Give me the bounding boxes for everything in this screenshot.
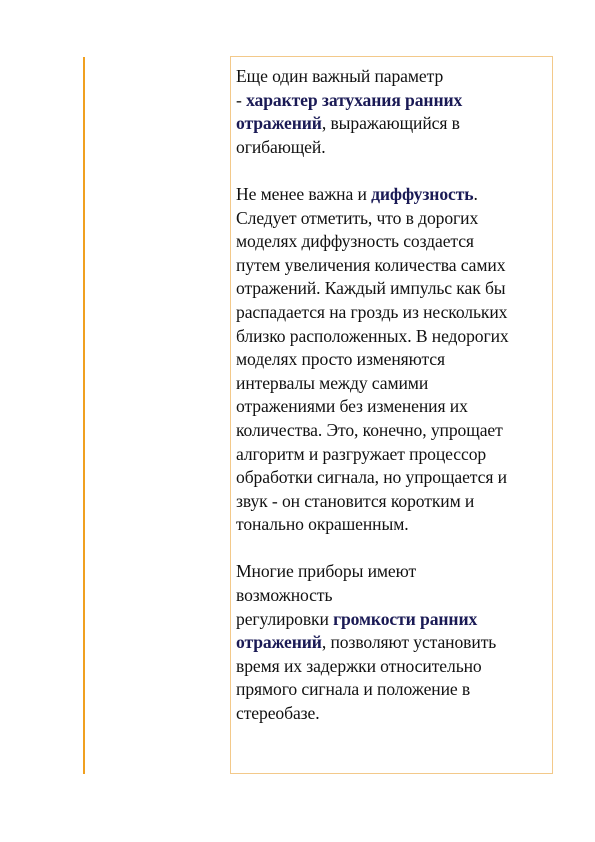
- text-run: .: [473, 183, 478, 204]
- text-line: [236, 513, 548, 537]
- text-run: , выражающийся в: [321, 113, 460, 134]
- text-line: [236, 65, 548, 89]
- text-run: звук - он становится коротким и: [236, 490, 475, 511]
- text-line: [236, 112, 548, 136]
- text-line: [236, 277, 548, 301]
- text-line: [236, 207, 548, 231]
- text-line: [236, 655, 548, 679]
- text-line: [236, 490, 548, 514]
- paragraph-envelope: [236, 65, 548, 159]
- text-run: Не менее важна и: [236, 183, 372, 204]
- text-line: [236, 631, 548, 655]
- text-run: Еще один важный параметр: [236, 66, 444, 86]
- text-line: [236, 372, 548, 396]
- text-run: тонально окрашенным.: [236, 514, 409, 535]
- text-line: [236, 89, 548, 113]
- paragraph-early-reflections-level: [236, 560, 548, 725]
- text-line: [236, 183, 548, 207]
- text-line: [236, 254, 548, 278]
- emphasized-term: отражений: [236, 632, 322, 653]
- text-run: обработки сигнала, но упрощается и: [236, 467, 507, 488]
- text-run: огибающей.: [236, 136, 326, 157]
- text-line: [236, 230, 548, 254]
- text-run: время их задержки относительно: [236, 655, 482, 676]
- text-run: близко расположенных. В недорогих: [236, 325, 509, 346]
- text-line: [236, 560, 548, 584]
- text-line: [236, 301, 548, 325]
- emphasized-term: характер затухания ранних: [246, 89, 463, 110]
- text-line: [236, 419, 548, 443]
- text-line: [236, 395, 548, 419]
- text-line: [236, 608, 548, 632]
- text-line: [236, 443, 548, 467]
- emphasized-term: отражений: [236, 113, 322, 134]
- text-line: [236, 348, 548, 372]
- text-run: , позволяют установить: [321, 632, 497, 653]
- text-run: -: [236, 89, 247, 110]
- text-run: моделях просто изменяются: [236, 349, 445, 370]
- text-line: [236, 702, 548, 726]
- text-line: [236, 584, 548, 608]
- text-run: моделях диффузность создается: [236, 231, 474, 252]
- text-run: количества. Это, конечно, упрощает: [236, 419, 503, 440]
- text-line: [236, 325, 548, 349]
- text-run: отражениями без изменения их: [236, 396, 468, 417]
- text-run: отражений. Каждый импульс как бы: [236, 278, 506, 299]
- text-run: интервалы между самими: [236, 372, 429, 393]
- text-run: Многие приборы имеют: [236, 561, 417, 582]
- paragraph-diffusion: [236, 183, 548, 537]
- text-run: возможность: [236, 585, 333, 606]
- text-run: алгоритм и разгружает процессор: [236, 443, 487, 464]
- text-run: путем увеличения количества самих: [236, 254, 506, 275]
- emphasized-term: диффузность: [371, 183, 474, 204]
- text-run: регулировки: [236, 608, 334, 629]
- text-line: [236, 678, 548, 702]
- text-run: стереобазе.: [236, 703, 320, 724]
- text-run: распадается на гроздь из нескольких: [236, 301, 508, 322]
- emphasized-term: громкости ранних: [333, 608, 478, 629]
- left-accent-line: [83, 57, 85, 774]
- text-box: [230, 56, 553, 774]
- text-run: Следует отметить, что в дорогих: [236, 207, 479, 228]
- text-line: [236, 466, 548, 490]
- text-run: прямого сигнала и положение в: [236, 679, 471, 700]
- text-line: [236, 136, 548, 160]
